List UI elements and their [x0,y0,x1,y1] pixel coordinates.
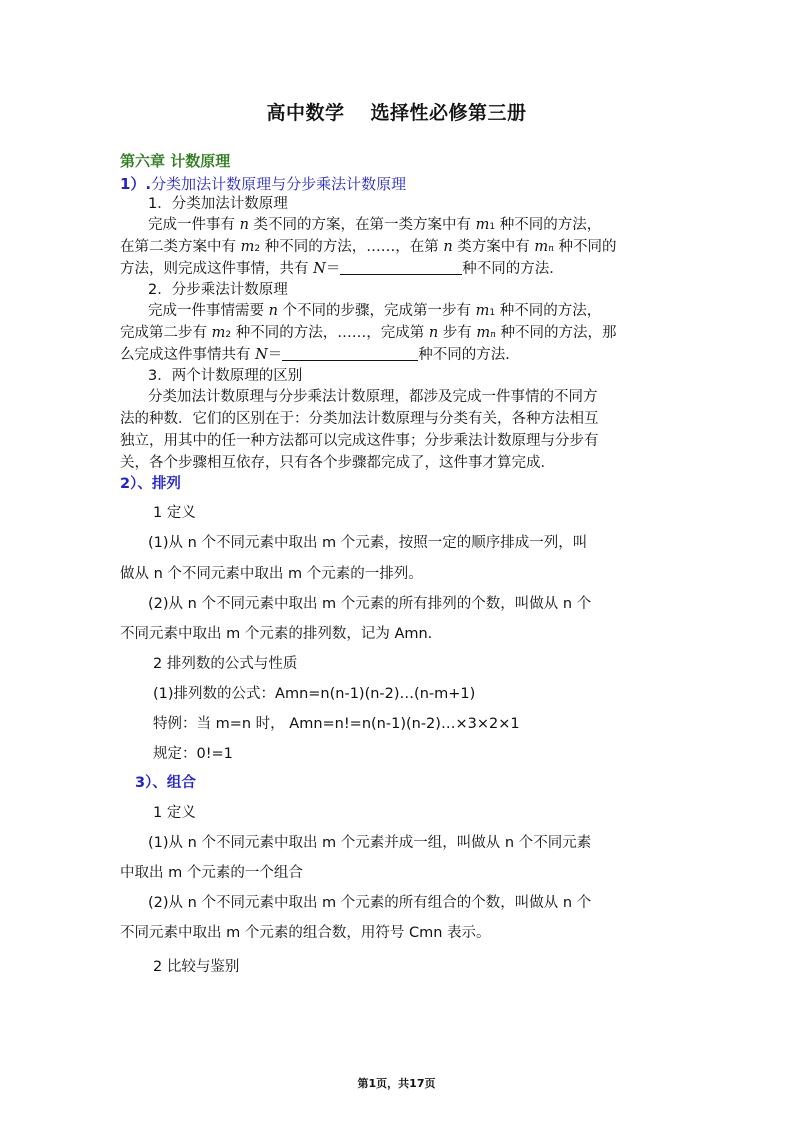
multiplication-line-1: 完成一件事情需要 n 个不同的步骤，完成第一步有 m1 种不同的方法， [148,303,602,319]
difference-line-3: 独立，用其中的任一种方法都可以完成这件事；分步乘法计数原理与分步有 [120,433,599,449]
section2-def1-line1: (1)从 n 个不同元素中取出 m 个元素，按照一定的顺序排成一列，叫 [148,535,588,551]
section3-def2-line1: (2)从 n 个不同元素中取出 m 个元素的所有组合的个数，叫做从 n 个 [148,895,592,911]
section1-number: 1）. [120,175,152,193]
section2-formula-rule: 规定：0!=1 [153,746,233,762]
section1-heading [120,173,406,194]
section2-formula-1: (1)排列数的公式：Amn=n(n-1)(n-2)…(n-m+1) [153,686,476,702]
title-part-1: 高中数学 [266,102,345,124]
addition-line-3: 方法，则完成这件事情，共有 N＝ 种不同的方法． [120,261,564,277]
subheading-difference: 3．两个计数原理的区别 [148,368,303,384]
section1-heading-text: 分类加法计数原理与分步乘法计数原理 [151,175,407,193]
subheading-multiplication-principle: 2．分步乘法计数原理 [148,282,288,298]
answer-blank-2[interactable] [282,346,418,361]
subheading-addition-principle: 1．分类加法计数原理 [148,196,288,212]
page-title [0,98,793,125]
addition-line-1: 完成一件事有 n 类不同的方案，在第一类方案中有 m1 种不同的方法， [148,217,602,233]
difference-line-1: 分类加法计数原理与分步乘法计数原理，都涉及完成一件事情的不同方 [148,389,598,405]
page-footer: 第1页，共17页 [357,1077,436,1090]
section3-definition-label: 1 定义 [153,805,196,821]
section3-compare-heading: 2 比较与鉴别 [153,959,240,975]
answer-blank-1[interactable] [340,260,462,275]
section2-definition-label: 1 定义 [153,505,196,521]
section2-def2-line2: 不同元素中取出 m 个元素的排列数，记为 Amn. [120,626,433,642]
section3-def2-line2: 不同元素中取出 m 个元素的组合数，用符号 Cmn 表示。 [120,925,491,941]
section2-heading: 2）、排列 [120,476,181,492]
multiplication-line-3: 么完成这件事情共有 N＝ 种不同的方法． [120,347,520,363]
addition-line-2: 在第二类方案中有 m2 种不同的方法，……，在第 n 类方案中有 mn 种不同的 [120,239,617,255]
section2-def1-line2: 做从 n 个不同元素中取出 m 个元素的一排列。 [120,566,423,582]
multiplication-line-2: 完成第二步有 m2 种不同的方法，……，完成第 n 步有 mn 种不同的方法，那 [120,325,617,341]
difference-line-2: 法的种数．它们的区别在于：分类加法计数原理与分类有关，各种方法相互 [120,411,599,427]
chapter-heading: 第六章 计数原理 [120,152,231,170]
difference-line-4: 关，各个步骤相互依存，只有各个步骤都完成了，这件事才算完成． [120,455,555,471]
title-part-2: 选择性必修第三册 [370,102,527,124]
section2-formula-heading: 2 排列数的公式与性质 [153,656,298,672]
section3-def1-line2: 中取出 m 个元素的一个组合 [120,865,303,881]
section2-formula-special: 特例：当 m=n 时， Amn=n!=n(n-1)(n-2)…×3×2×1 [153,716,520,732]
section2-def2-line1: (2)从 n 个不同元素中取出 m 个元素的所有排列的个数，叫做从 n 个 [148,596,592,612]
section3-heading: 3）、组合 [135,775,196,791]
section3-def1-line1: (1)从 n 个不同元素中取出 m 个元素并成一组，叫做从 n 个不同元素 [148,835,592,851]
